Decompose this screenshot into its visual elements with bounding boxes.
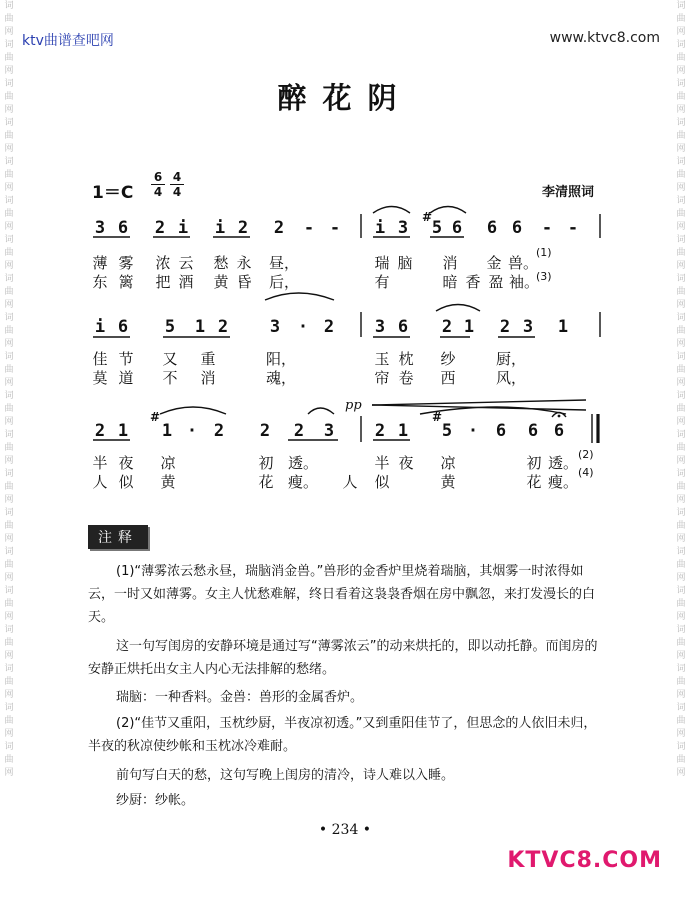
lyric-char: 半 bbox=[92, 454, 108, 472]
song-title: 醉花阴 bbox=[277, 81, 413, 115]
lyric-char: 袖。 bbox=[509, 273, 540, 291]
note: 6 bbox=[117, 218, 129, 238]
meter-denominator: 4 bbox=[151, 184, 165, 199]
lyric-char: 昼， bbox=[269, 254, 300, 272]
sharp-sign: # bbox=[432, 410, 443, 424]
lyric-char: 花 bbox=[258, 473, 274, 491]
sharp-sign: # bbox=[422, 210, 433, 224]
note: 5 bbox=[431, 218, 443, 238]
lyric-char: 永 bbox=[236, 254, 252, 272]
site-logo bbox=[507, 848, 662, 873]
note: 2 bbox=[441, 317, 453, 337]
note: 1 bbox=[397, 421, 409, 441]
lyric-char: 玉 bbox=[374, 350, 390, 368]
lyric-char: 凉 bbox=[160, 454, 176, 472]
lyric-char: 后， bbox=[269, 273, 300, 291]
lyric-char: 酒 bbox=[178, 273, 194, 291]
hairpin-line bbox=[372, 400, 586, 405]
meter-denominator: 4 bbox=[170, 184, 184, 199]
note: 6 bbox=[553, 421, 565, 441]
note-high: i bbox=[374, 218, 386, 238]
dynamic-marking: pp bbox=[345, 398, 362, 413]
lyric-char: 瑞 bbox=[374, 254, 390, 272]
site-url-header[interactable]: www.ktvc8.com bbox=[549, 30, 660, 46]
hairpin-line bbox=[372, 405, 586, 410]
lyric-char: 卷 bbox=[398, 369, 414, 387]
note: 2 bbox=[273, 218, 285, 238]
lyric-char: 花 bbox=[526, 473, 542, 491]
meter-numerator: 6 bbox=[153, 170, 163, 184]
annotation-heading: 注释 bbox=[88, 525, 148, 549]
page-number: • 234 • bbox=[318, 822, 372, 838]
lyric-char: 阳， bbox=[266, 350, 297, 368]
note: 2 bbox=[154, 218, 166, 238]
lyric-char: 薄 bbox=[92, 254, 108, 272]
lyric-char: 人 bbox=[92, 473, 108, 491]
lyric-char: 东 bbox=[92, 273, 108, 291]
dash: - bbox=[303, 218, 315, 238]
lyric-char: 半 bbox=[374, 454, 390, 472]
lyric-char: 金 bbox=[486, 254, 502, 272]
logo-text: KTVC8.COM bbox=[507, 848, 662, 873]
key-signature: 1＝C bbox=[92, 183, 134, 203]
lyric-char: 暗 bbox=[442, 273, 458, 291]
note: 2 bbox=[237, 218, 249, 238]
lyric-char: 枕 bbox=[398, 350, 414, 368]
lyric-char: 又 bbox=[162, 350, 178, 368]
note: 3 bbox=[522, 317, 534, 337]
lyric-char: 夜 bbox=[118, 454, 134, 472]
lyricist-credit: 李清照词 bbox=[541, 185, 594, 200]
lyric-char: 云 bbox=[178, 254, 194, 272]
lyric-char: 透。 bbox=[548, 454, 579, 472]
lyric-char: 黄 bbox=[160, 473, 176, 491]
fermata-dot bbox=[558, 415, 561, 418]
dot: · bbox=[186, 421, 198, 441]
lyric-char: 似 bbox=[118, 473, 134, 491]
note: 2 bbox=[499, 317, 511, 337]
annotation-paragraph: (1)“薄雾浓云愁永昼，瑞脑消金兽。”兽形的金香炉里烧着瑞脑，其烟雾一时浓得如云，一时又如薄雾。女主人忧愁难解，终日看着这袅袅香烟在房中飘忽，来打发漫长的白天。 bbox=[88, 564, 596, 625]
lyric-char: 篱 bbox=[118, 273, 134, 291]
lyric-char: 凉 bbox=[440, 454, 456, 472]
lyric-char: 佳 bbox=[92, 350, 108, 368]
note: 1 bbox=[161, 421, 173, 441]
slur bbox=[373, 207, 410, 214]
lyric-char: 透。 bbox=[288, 454, 319, 472]
note: 6 bbox=[511, 218, 523, 238]
annotation-paragraph: 纱厨：纱帐。 bbox=[116, 793, 195, 808]
note: 6 bbox=[117, 317, 129, 337]
note: 5 bbox=[441, 421, 453, 441]
note: 2 bbox=[94, 421, 106, 441]
lyric-char: 莫 bbox=[92, 369, 108, 387]
lyric-char: 人 bbox=[342, 473, 358, 491]
lyric-char: 黄 bbox=[440, 473, 456, 491]
dash: - bbox=[567, 218, 579, 238]
lyric-char: 瘦。 bbox=[288, 473, 319, 491]
note: 2 bbox=[259, 421, 271, 441]
lyric-char: 把 bbox=[155, 273, 171, 291]
note: 6 bbox=[495, 421, 507, 441]
slur bbox=[265, 293, 334, 300]
note: 6 bbox=[486, 218, 498, 238]
annotation-paragraph: 这一句写闺房的安静环境是通过写“薄雾浓云”的动来烘托的，即以动托静。而闺房的安静正烘托出女主人内心无法排解的愁绪。 bbox=[88, 639, 598, 677]
lyric-char: 风， bbox=[496, 369, 527, 387]
annotation-paragraph: 前句写白天的愁，这句写晚上闺房的清冷，诗人难以入睡。 bbox=[116, 768, 455, 783]
lyric-char: 厨， bbox=[496, 350, 527, 368]
note: 3 bbox=[397, 218, 409, 238]
slur bbox=[436, 305, 480, 312]
note-marker: (3) bbox=[536, 270, 552, 283]
note: 1 bbox=[194, 317, 206, 337]
note: 6 bbox=[527, 421, 539, 441]
note-marker: (1) bbox=[536, 246, 552, 259]
note: 1 bbox=[557, 317, 569, 337]
slur bbox=[160, 407, 226, 414]
lyric-char: 兽。 bbox=[508, 254, 539, 272]
note: 3 bbox=[323, 421, 335, 441]
note-high: i bbox=[177, 218, 189, 238]
lyric-char: 节 bbox=[118, 350, 134, 368]
right-watermark-strip: 词曲网词曲网词曲网词曲网词曲网词曲网词曲网词曲网词曲网词曲网词曲网词曲网词曲网词曲网词曲网词曲网词曲网词曲网词曲网词曲网 bbox=[676, 1, 686, 778]
lyric-char: 黄 bbox=[213, 273, 229, 291]
lyric-char: 西 bbox=[440, 369, 456, 387]
note: 6 bbox=[451, 218, 463, 238]
slur bbox=[430, 207, 466, 214]
left-watermark-strip: 词曲网词曲网词曲网词曲网词曲网词曲网词曲网词曲网词曲网词曲网词曲网词曲网词曲网词曲网词曲网词曲网词曲网词曲网词曲网词曲网 bbox=[4, 1, 14, 778]
dash: - bbox=[541, 218, 553, 238]
note: 3 bbox=[374, 317, 386, 337]
note: 3 bbox=[94, 218, 106, 238]
note-marker: (4) bbox=[578, 466, 594, 479]
lyric-char: 脑 bbox=[397, 254, 413, 272]
note: 2 bbox=[374, 421, 386, 441]
annotation-paragraph: 瑞脑：一种香料。金兽：兽形的金属香炉。 bbox=[116, 690, 364, 705]
lyric-char: 帘 bbox=[374, 369, 390, 387]
note: 6 bbox=[397, 317, 409, 337]
note: 5 bbox=[164, 317, 176, 337]
dot: · bbox=[297, 317, 309, 337]
lyric-char: 道 bbox=[118, 369, 134, 387]
lyric-char: 浓 bbox=[155, 254, 171, 272]
dot: · bbox=[467, 421, 479, 441]
lyric-char: 夜 bbox=[398, 454, 414, 472]
lyric-char: 消 bbox=[200, 369, 216, 387]
lyric-char: 消 bbox=[442, 254, 458, 272]
lyric-char: 似 bbox=[374, 473, 390, 491]
note: 2 bbox=[323, 317, 335, 337]
dash: - bbox=[329, 218, 341, 238]
lyric-char: 初 bbox=[258, 454, 274, 472]
note: 2 bbox=[293, 421, 305, 441]
note-marker: (2) bbox=[578, 448, 594, 461]
note-high: i bbox=[94, 317, 106, 337]
note-high: i bbox=[214, 218, 226, 238]
lyric-char: 纱 bbox=[440, 350, 456, 368]
lyric-char: 重 bbox=[200, 350, 216, 368]
lyric-char: 有 bbox=[374, 273, 390, 291]
note: 2 bbox=[217, 317, 229, 337]
note: 1 bbox=[117, 421, 129, 441]
lyric-char: 不 bbox=[162, 369, 178, 387]
sharp-sign: # bbox=[150, 410, 161, 424]
lyric-char: 昏 bbox=[236, 273, 252, 291]
lyric-char: 愁 bbox=[213, 254, 229, 272]
lyric-char: 雾 bbox=[118, 254, 134, 272]
note: 1 bbox=[463, 317, 475, 337]
site-name-header[interactable]: ktv曲谱查吧网 bbox=[22, 33, 114, 49]
note: 2 bbox=[213, 421, 225, 441]
meter-numerator: 4 bbox=[172, 170, 182, 184]
lyric-char: 初 bbox=[526, 454, 542, 472]
lyric-char: 魂， bbox=[266, 369, 297, 387]
slur bbox=[308, 408, 334, 414]
lyric-char: 瘦。 bbox=[548, 473, 579, 491]
annotation-paragraph: (2)“佳节又重阳，玉枕纱厨，半夜凉初透。”又到重阳佳节了，但思念的人依旧未归，半夜的秋凉使纱帐和玉枕冰冷难耐。 bbox=[88, 716, 597, 754]
lyric-char: 盈 bbox=[488, 273, 504, 291]
lyric-char: 香 bbox=[465, 273, 481, 291]
note: 3 bbox=[269, 317, 281, 337]
